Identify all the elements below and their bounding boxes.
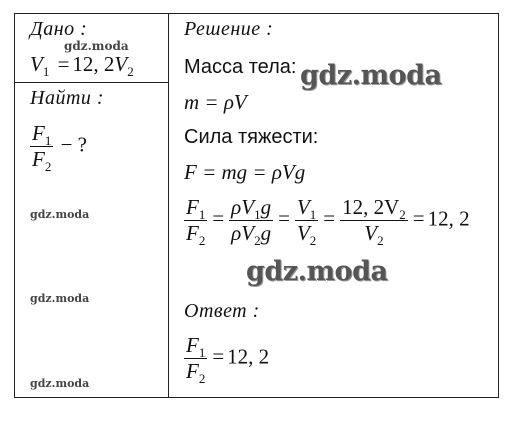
mass-text: Масса тела: (184, 56, 297, 78)
mass-formula: m = ρV (184, 90, 247, 114)
gravity-formula: F = mg = ρVg (184, 160, 306, 184)
answer-label: Ответ : (184, 300, 260, 322)
column-divider (168, 13, 169, 398)
solution-label: Решение : (184, 18, 274, 40)
watermark-large: gdz.moda (300, 60, 442, 91)
answer-expression: $\frac{F_1}{F_2}$ = 12, 2 (186, 333, 270, 387)
find-expression: $\frac{F_1}{F_2}$ − ? (32, 121, 87, 175)
watermark-small: gdz.moda (30, 292, 90, 305)
watermark-small: gdz.moda (30, 377, 90, 390)
given-label: Дано : (30, 18, 88, 40)
gravity-text: Сила тяжести: (184, 126, 319, 148)
given-condition: $V_1 = 12$, $2V_2$ (30, 52, 134, 79)
watermark-small: gdz.moda (64, 39, 129, 53)
given-find-divider (14, 82, 169, 83)
ratio-equation: $\frac{F_1}{F_2}$ = $\frac{\rho V_1g}{\rho V_2g}$ = $\frac{V_1}{V_2}$ = $\frac{12, 2V_2}{V_2}$ = 12, 2 (186, 195, 470, 249)
find-fraction: $\frac{F_1}{F_2}$ (32, 121, 52, 175)
watermark-small: gdz.moda (30, 208, 90, 221)
watermark-large: gdz.moda (246, 256, 388, 287)
find-label: Найти : (30, 87, 105, 109)
